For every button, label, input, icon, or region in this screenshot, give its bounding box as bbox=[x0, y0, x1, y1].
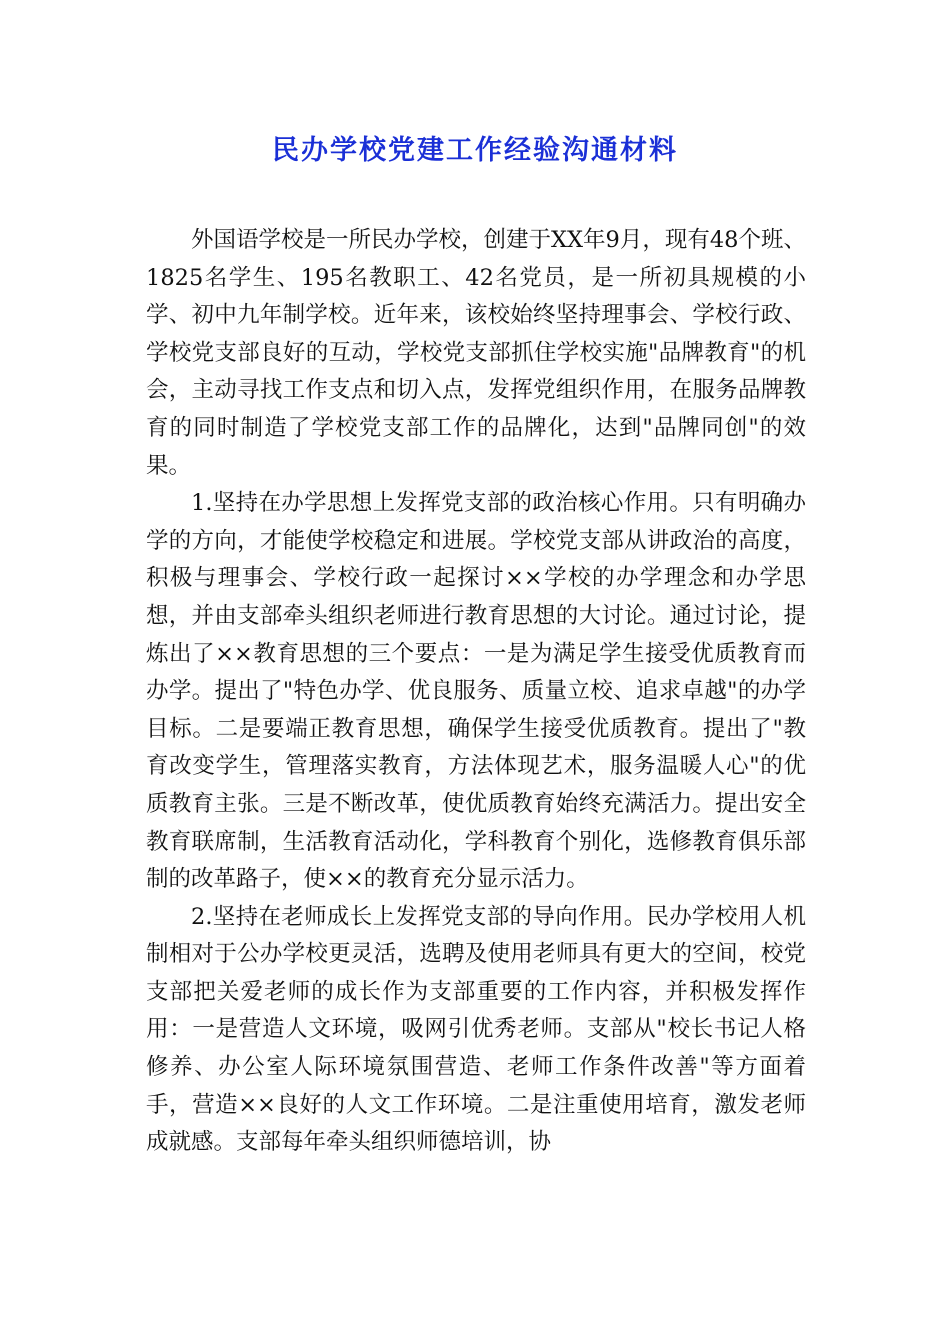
paragraph-section-2: 2.坚持在老师成长上发挥党支部的导向作用。民办学校用人机制相对于公办学校更灵活，选聘及使用老师具有更大的空间，校党支部把关爱老师的成长作为支部重要的工作内容，并积极发挥作用：一是营造人文环境，吸网引优秀老师。支部从"校长书记人格修养、办公室人际环境氛围营造、老师工作条件改善"等方面着手，营造××良好的人文工作环境。二是注重使用培育，激发老师成就感。支部每年牵头组织师德培训，协 bbox=[146, 903, 806, 1156]
document-body bbox=[146, 222, 806, 1162]
paragraph-intro: 外国语学校是一所民办学校，创建于XX年9月，现有48个班、1825名学生、195名教职工、42名党员，是一所初具规模的小学、初中九年制学校。近年来，该校始终坚持理事会、学校行政、学校党支部良好的互动，学校党支部抓住学校实施"品牌教育"的机会，主动寻找工作支点和切入点，发挥党组织作用，在服务品牌教育的同时制造了学校党支部工作的品牌化，达到"品牌同创"的效果。 bbox=[146, 227, 806, 479]
document-title: 民办学校党建工作经验沟通材料 bbox=[272, 135, 678, 166]
paragraph-section-1: 1.坚持在办学思想上发挥党支部的政治核心作用。只有明确办学的方向，才能使学校稳定和进展。学校党支部从讲政治的高度，积极与理事会、学校行政一起探讨××学校的办学理念和办学思想，并由支部牵头组织老师进行教育思想的大讨论。通过讨论，提炼出了××教育思想的三个要点：一是为满足学生接受优质教育而办学。提出了"特色办学、优良服务、质量立校、追求卓越"的办学目标。二是要端正教育思想，确保学生接受优质教育。提出了"教育改变学生，管理落实教育，方法体现艺术，服务温暖人心"的优质教育主张。三是不断改革，使优质教育始终充满活力。提出安全教育联席制，生活教育活动化，学科教育个别化，选修教育俱乐部制的改革路子，使××的教育充分显示活力。 bbox=[146, 490, 806, 893]
